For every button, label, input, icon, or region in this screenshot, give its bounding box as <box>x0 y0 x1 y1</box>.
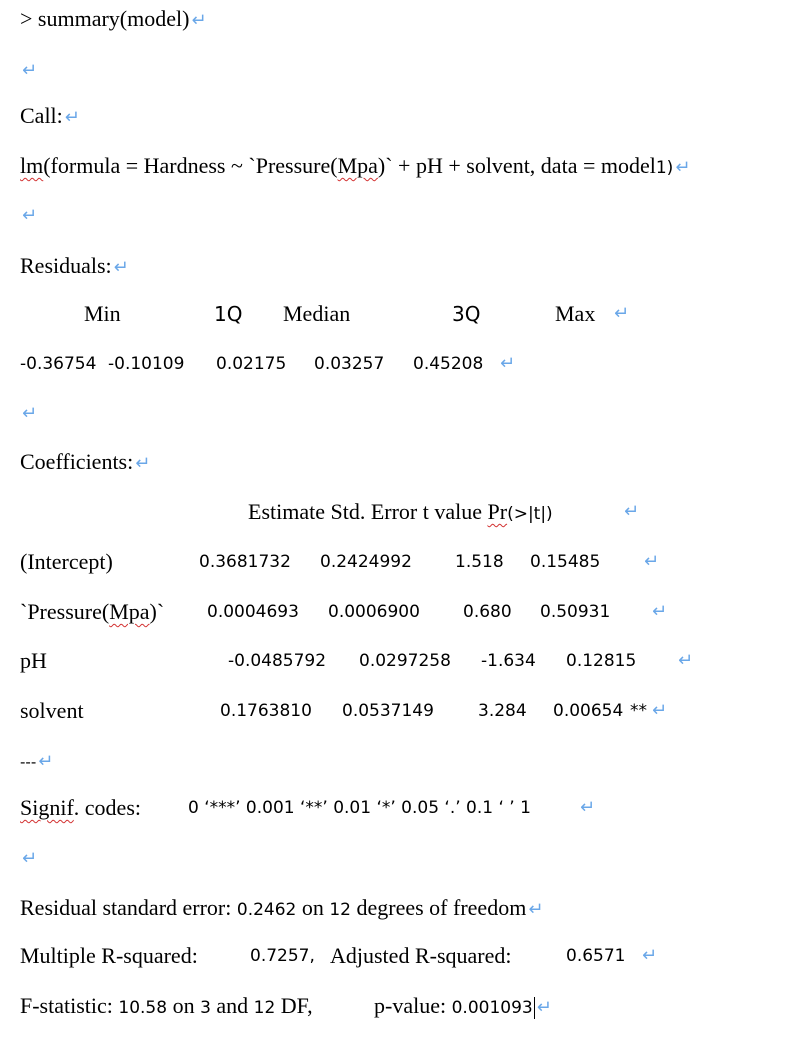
coef-name: (Intercept) <box>20 549 113 574</box>
coef-estimate: 0.0004693 <box>207 602 299 622</box>
return-icon: ↵ <box>624 501 640 522</box>
prompt-line <box>20 4 207 34</box>
fstat-df-label: DF, <box>275 993 313 1018</box>
call-label: Call: <box>20 103 63 128</box>
fstat-on: on <box>167 993 201 1018</box>
call-formula-end: 1) <box>655 158 674 178</box>
return-icon: ↵ <box>580 797 596 818</box>
return-icon: ↵ <box>22 60 38 81</box>
residual-header-1q: 1Q <box>214 302 243 326</box>
return-icon: ↵ <box>22 205 38 226</box>
signif-line <box>0 793 806 823</box>
return-icon: ↵ <box>652 601 668 622</box>
coef-header <box>248 497 553 529</box>
rse-label: Residual standard error: <box>20 895 232 920</box>
residual-header-max: Max <box>555 301 596 326</box>
coef-row-intercept <box>0 547 806 577</box>
fstat-df1: 3 <box>200 998 211 1018</box>
return-icon: ↵ <box>642 945 658 966</box>
coef-pvalue: 0.12815 <box>566 651 637 671</box>
blank-line <box>20 54 37 84</box>
fstat-line <box>0 991 806 1021</box>
coef-tvalue: 3.284 <box>478 701 527 721</box>
coef-pvalue: 0.50931 <box>540 602 611 622</box>
residual-value-min: -0.36754 <box>20 354 97 374</box>
return-icon: ↵ <box>191 10 207 31</box>
residuals-values-row <box>0 349 806 379</box>
call-formula-mid: (formula = Hardness ~ `Pressure( <box>43 153 338 178</box>
coef-name-mpa: Mpa <box>109 599 150 624</box>
pvalue-value: 0.001093 <box>451 998 533 1018</box>
fstat-and: and <box>210 993 254 1018</box>
return-icon: ↵ <box>135 453 151 474</box>
call-formula-line <box>20 151 690 181</box>
fstat-df2: 12 <box>253 998 276 1018</box>
adj-rsq-value: 0.6571 <box>566 946 626 966</box>
fstat-label: F-statistic: <box>20 993 113 1018</box>
rsq-value: 0.7257, <box>250 946 315 966</box>
residuals-label-line <box>20 251 129 281</box>
residual-value-max: 0.45208 <box>413 354 484 374</box>
rse-on: on <box>296 895 330 920</box>
coef-signif: ** <box>630 701 647 721</box>
coef-name: pH <box>20 648 47 673</box>
signif-label-word: Signif <box>20 795 74 820</box>
coef-estimate: -0.0485792 <box>228 651 327 671</box>
coef-tvalue: 1.518 <box>455 552 504 572</box>
rsq-label: Multiple R-squared: <box>20 943 198 968</box>
return-icon: ↵ <box>536 997 552 1018</box>
coef-tvalue: 0.680 <box>463 602 512 622</box>
pvalue-label: p-value: <box>374 993 447 1018</box>
coef-name-post: )` <box>149 599 165 624</box>
residual-header-median: Median <box>283 301 351 326</box>
coef-row-ph <box>0 646 806 676</box>
return-icon: ↵ <box>652 700 668 721</box>
coef-header-text: Estimate Std. Error t value <box>248 499 488 524</box>
blank-line <box>20 842 37 872</box>
residuals-header-row <box>0 299 806 329</box>
return-icon: ↵ <box>614 303 630 324</box>
return-icon: ↵ <box>113 257 129 278</box>
separator-line <box>20 745 53 775</box>
coef-stderr: 0.0537149 <box>342 701 434 721</box>
coef-header-pr: Pr <box>487 499 508 524</box>
residual-header-3q: 3Q <box>452 302 481 326</box>
blank-line <box>20 397 37 427</box>
fstat-group <box>20 991 313 1023</box>
coef-name <box>20 597 164 627</box>
call-formula-mpa: Mpa <box>337 153 378 178</box>
text-cursor[interactable] <box>534 997 535 1019</box>
return-icon: ↵ <box>500 353 516 374</box>
signif-label-rest: . codes: <box>73 795 141 820</box>
coef-estimate: 0.3681732 <box>199 552 291 572</box>
return-icon: ↵ <box>22 403 38 424</box>
rse-value: 0.2462 <box>236 900 297 920</box>
blank-line <box>20 199 37 229</box>
residual-header-min: Min <box>84 301 121 326</box>
coef-pvalue: 0.00654 <box>553 701 624 721</box>
rse-rest: degrees of freedom <box>351 895 527 920</box>
rse-line <box>20 893 543 923</box>
coef-tvalue: -1.634 <box>481 651 536 671</box>
residual-value-3q: 0.03257 <box>314 354 385 374</box>
coefficients-label: Coefficients: <box>20 449 134 474</box>
residuals-label: Residuals: <box>20 253 112 278</box>
residual-value-1q: -0.10109 <box>108 354 185 374</box>
call-fn-lm: lm <box>20 153 44 178</box>
coef-row-pressure <box>0 597 806 627</box>
coef-row-solvent <box>0 696 806 726</box>
return-icon: ↵ <box>64 107 80 128</box>
signif-label <box>20 793 141 823</box>
coef-name-pre: `Pressure( <box>20 599 110 624</box>
return-icon: ↵ <box>528 899 544 920</box>
call-formula-suffix: )` + pH + solvent, data = model <box>377 153 656 178</box>
coef-header-pr-tail: (>|t|) <box>507 504 553 524</box>
return-icon: ↵ <box>38 751 54 772</box>
rse-df: 12 <box>329 900 351 920</box>
signif-codes: 0 ‘***’ 0.001 ‘**’ 0.01 ‘*’ 0.05 ‘.’ 0.1 ‘ ’ 1 <box>188 798 531 818</box>
coef-estimate: 0.1763810 <box>220 701 312 721</box>
residual-value-median: 0.02175 <box>216 354 287 374</box>
separator: --- <box>20 753 37 771</box>
coef-stderr: 0.0006900 <box>328 602 420 622</box>
coef-stderr: 0.0297258 <box>359 651 451 671</box>
coefficients-header-row <box>0 497 806 527</box>
return-icon: ↵ <box>22 848 38 869</box>
coef-name: solvent <box>20 698 84 723</box>
adj-rsq-label: Adjusted R-squared: <box>330 943 512 968</box>
call-label-line <box>20 101 80 131</box>
coef-stderr: 0.2424992 <box>320 552 412 572</box>
fstat-value: 10.58 <box>118 998 168 1018</box>
return-icon: ↵ <box>675 157 691 178</box>
return-icon: ↵ <box>678 650 694 671</box>
prompt-text: > summary(model) <box>20 6 190 31</box>
return-icon: ↵ <box>644 551 660 572</box>
pvalue-group <box>374 991 552 1023</box>
coef-pvalue: 0.15485 <box>530 552 601 572</box>
rsq-line <box>0 941 806 971</box>
coefficients-label-line <box>20 447 150 477</box>
